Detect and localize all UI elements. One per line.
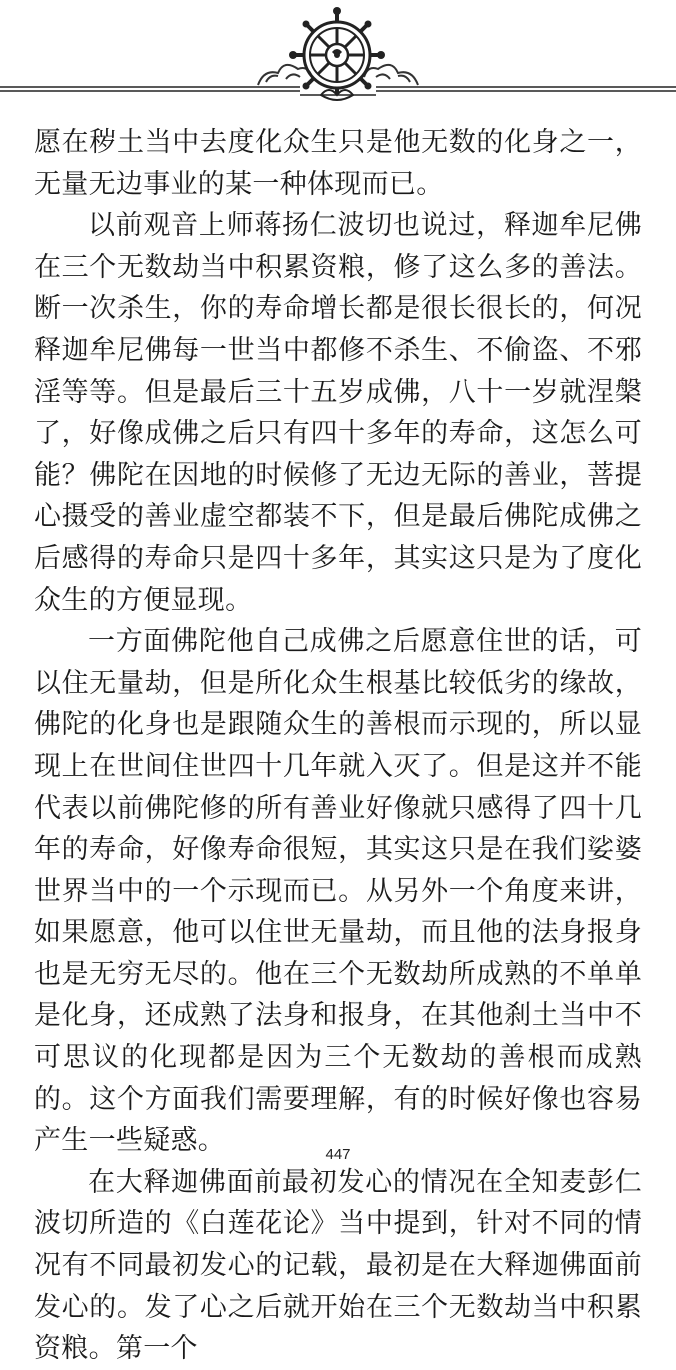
paragraph: 在大释迦佛面前最初发心的情况在全知麦彭仁波切所造的《白莲花论》当中提到，针对不同的情况有不同最初发心的记载，最初是在大释迦佛面前发心的。发了心之后就开始在三个无数劫当中积累资粮。第一个 <box>34 1166 642 1365</box>
dharma-wheel-icon <box>0 0 676 115</box>
paragraph: 以前观音上师蒋扬仁波切也说过，释迦牟尼佛在三个无数劫当中积累资粮，修了这么多的善法。断一次杀生，你的寿命增长都是很长很长的，何况释迦牟尼佛每一世当中都修不杀生、不偷盗、不邪淫等等。但是最后三十五岁成佛，八十一岁就涅槃了，好像成佛之后只有四十多年的寿命，这怎么可能？佛陀在因地的时候修了无边无际的善业，菩提心摄受的善业虚空都装不下，但是最后佛陀成佛之后感得的寿命只是四十多年，其实这只是为了度化众生的方便显现。 <box>34 210 642 616</box>
wheel-graphic <box>289 7 385 100</box>
paragraph: 愿在秽土当中去度化众生只是他无数的化身之一，无量无边事业的某一种体现而已。 <box>34 127 642 200</box>
page-number: 447 <box>325 1146 351 1163</box>
paragraph: 一方面佛陀他自己成佛之后愿意住世的话，可以住无量劫，但是所化众生根基比较低劣的缘故，佛陀的化身也是跟随众生的善根而示现的，所以显现上在世间住世四十几年就入灭了。但是这并不能代表以前佛陀修的所有善业好像就只感得了四十几年的寿命，好像寿命很短，其实这只是在我们娑婆世界当中的一个示现而已。从另外一个角度来讲，如果愿意，他可以住世无量劫，而且他的法身报身也是无穷无尽的。他在三个无数劫所成熟的不单单是化身，还成熟了法身和报身，在其他刹土当中不可思议的化现都是因为三个无数劫的善根而成熟的。这个方面我们需要理解，有的时候好像也容易产生一些疑惑。 <box>34 626 642 1157</box>
cloud-ornament-left <box>258 65 312 85</box>
cloud-ornament-right <box>364 65 418 85</box>
page-body <box>34 122 642 1370</box>
page-header-ornament <box>0 0 676 115</box>
